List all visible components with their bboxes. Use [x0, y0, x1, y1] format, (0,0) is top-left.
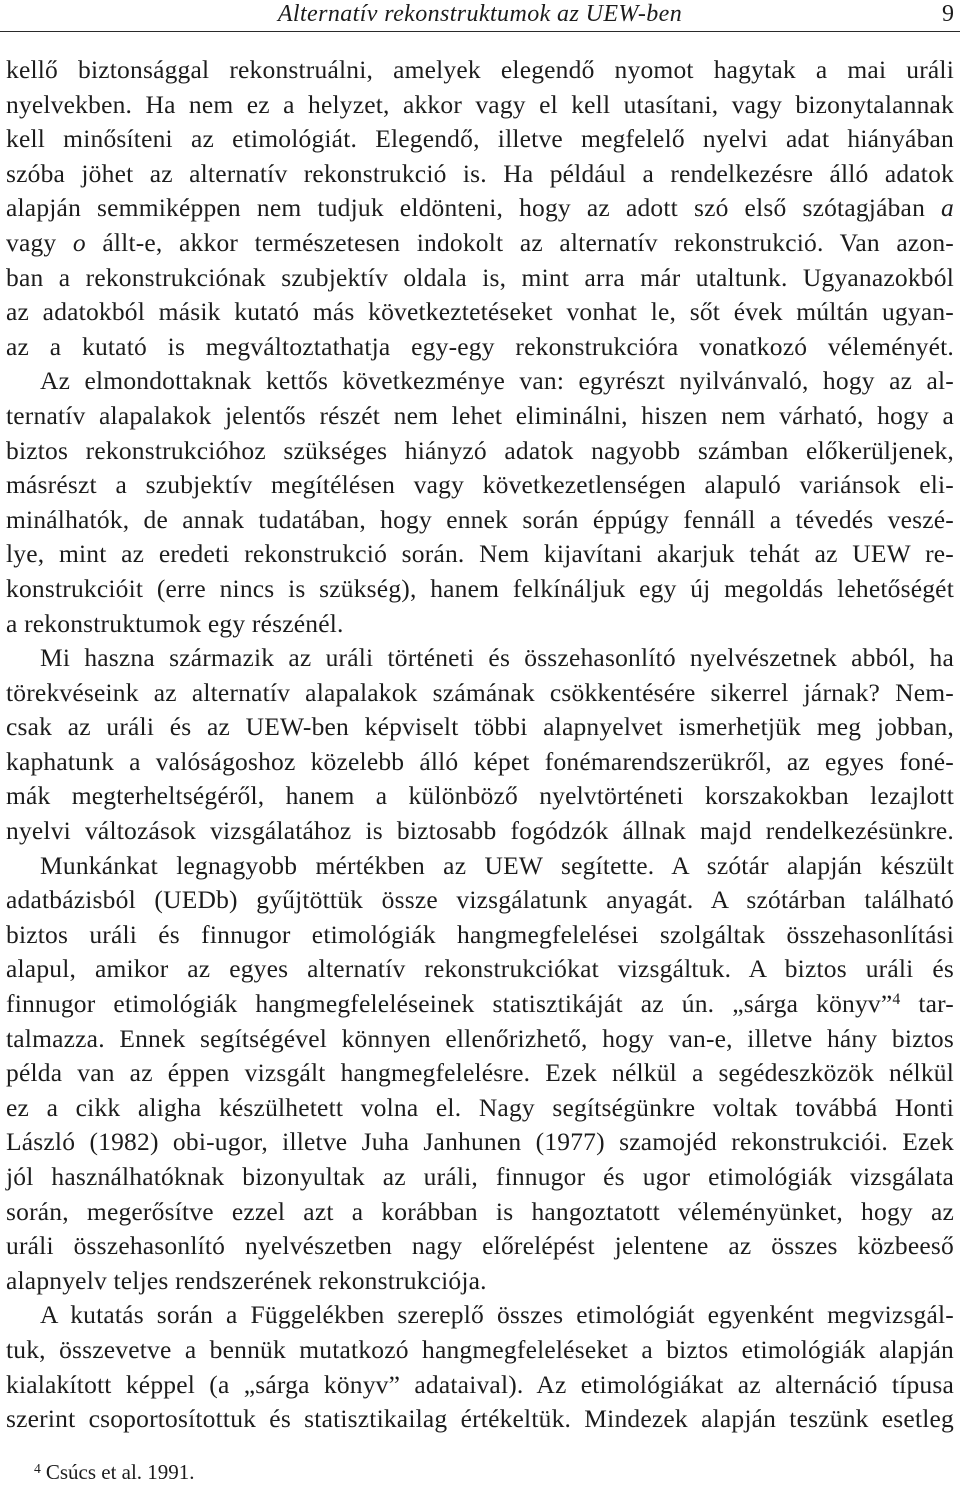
footnote — [34, 1458, 195, 1489]
text-line: kaphatunk a valóságoshoz közelebb álló képet fonémarendszerükről, az egyes foné- — [6, 746, 954, 776]
italic-vowel: o — [72, 227, 86, 257]
footnote-marker: 4 — [34, 1460, 41, 1476]
text-line: ternatív alapalakok jelentős részét nem lehet eliminálni, hiszen nem várható, hogy a — [6, 400, 954, 430]
footnote-text: Csúcs et al. 1991. — [45, 1460, 195, 1484]
text-segment: tar- — [900, 989, 954, 1019]
text-line: minálhatók, de annak tudatában, hogy ennek során éppúgy fennáll a tévedés veszé- — [6, 504, 954, 534]
page-header — [0, 0, 960, 31]
text-line: jól használhatóknak bizonyultak az uráli, finnugor és ugor etimológiák vizsgálata — [6, 1162, 954, 1191]
text-line: konstrukcióit (erre nincs is szükség), hanem felkínáljuk egy új megoldás lehetőségét — [6, 573, 954, 603]
text-line: ez a cikk aligha készülhetett volna el. Nagy segítségünkre voltak továbbá Honti — [6, 1092, 954, 1122]
text-line: példa van az éppen vizsgált hangmegfelelésre. Ezek nélkül a segédeszközök nélkül — [6, 1058, 954, 1088]
text-line: Az elmondottaknak kettős következménye van: egyrészt nyilvánvaló, hogy az al- — [40, 366, 954, 396]
text-line: csak az uráli és az UEW-ben képviselt többi alapnyelvet ismerhetjük meg jobban, — [6, 712, 954, 742]
text-line: tuk, összevetve a bennük mutatkozó hangmegfeleléseket a biztos etimológiák alapján — [6, 1334, 954, 1364]
footnote-reference: 4 — [892, 991, 901, 1009]
paragraph — [6, 53, 954, 364]
text-line: kellő biztonsággal rekonstruálni, amelyek elegendő nyomot hagytak a mai uráli — [6, 55, 954, 84]
text-line: kell minősíteni az etimológiát. Elegendő, illetve megfelelő nyelvi adat hiányában — [6, 124, 954, 154]
text-segment: vagy — [6, 227, 73, 257]
text-line: biztos uráli és finnugor etimológiák hangmegfelelései szolgáltak összehasonlítási — [6, 919, 954, 949]
text-line: adatbázisból (UEDb) gyűjtöttük össze vizsgálatunk anyagát. A szótárban található — [6, 885, 954, 915]
text-line: törekvéseink az alternatív alapalakok számának csökkentésére sikerrel járnak? Nem- — [6, 677, 954, 707]
text-line: lye, mint az eredeti rekonstrukció során. Nem kijavítani akarjuk tehát az UEW re- — [6, 539, 954, 569]
text-line: Munkánkat legnagyobb mértékben az UEW segítette. A szótár alapján készült — [40, 850, 954, 880]
text-line: szóba jöhet az alternatív rekonstrukció is. Ha például a rendelkezésre álló adatok — [6, 158, 954, 188]
text-line: másrészt a szubjektív megítélésen vagy következetlenségen alapuló variánsok eli- — [6, 470, 954, 500]
text-segment: alapján semmiképpen nem tudjuk eldönteni, hogy az adott szó első szótagjában — [6, 193, 942, 223]
text-line: A kutatás során a Függelékben szereplő összes etimológiát egyenként megvizsgál- — [40, 1300, 954, 1330]
text-line: uráli összehasonlító nyelvészetben nagy előrelépést jelentene az összes közbeeső — [6, 1231, 954, 1261]
text-segment: állt-e, akkor természetesen indokolt az alternatív rekonstrukció. Van azon- — [85, 227, 954, 257]
text-line: alapul, amikor az egyes alternatív rekonstrukciókat vizsgáltuk. A biztos uráli és — [6, 954, 954, 984]
text-line: szerint csoportosítottuk és statisztikailag értékeltük. Mindezek alapján teszünk esetleg — [6, 1404, 954, 1434]
body-text — [6, 53, 954, 1437]
text-line: Mi haszna származik az uráli történeti és összehasonlító nyelvészetnek abból, ha — [40, 643, 954, 673]
text-line: biztos rekonstrukcióhoz szükséges hiányzó adatok nagyobb számban előkerüljenek, — [6, 435, 954, 465]
header-rule — [0, 31, 960, 32]
text-line: nyelvekben. Ha nem ez a helyzet, akkor vagy el kell utasítani, vagy bizonytalannak — [6, 89, 954, 119]
text-line: nyelvi változások vizsgálatához is biztosabb fogódzók állnak majd rendelkezésünkre. — [6, 816, 954, 846]
page-number: 9 — [942, 1, 954, 27]
text-line: a rekonstruktumok egy részénél. — [6, 608, 344, 638]
paragraph — [6, 1298, 954, 1436]
paragraph — [6, 641, 954, 849]
text-line: László (1982) obi-ugor, illetve Juha Janhunen (1977) szamojéd rekonstrukciói. Ezek — [6, 1127, 954, 1157]
text-line — [6, 226, 954, 261]
text-line — [6, 987, 954, 1022]
text-line: során, megerősítve ezzel azt a korábban is hangoztatott véleményünket, hogy az — [6, 1196, 954, 1226]
text-line: alapnyelv teljes rendszerének rekonstrukciója. — [6, 1265, 487, 1295]
text-line: talmazza. Ennek segítségével könnyen ellenőrizhető, hogy van-e, illetve hány biztos — [6, 1023, 954, 1053]
text-line: mák megterheltségéről, hanem a különböző nyelvtörténeti korszakokban lezajlott — [6, 781, 954, 811]
text-line: kialakított képpel (a „sárga könyv” adataival). Az etimológiákat az alternáció típusa — [6, 1369, 954, 1399]
paragraph — [6, 849, 954, 1299]
italic-vowel: a — [941, 193, 954, 223]
text-line: az a kutató is megváltoztathatja egy-egy rekonstrukcióra vonatkozó véleményét. — [6, 331, 954, 361]
text-line: az adatokból másik kutató más következtetéseket vonhat le, sőt évek múltán ugyan- — [6, 297, 954, 327]
text-line — [6, 191, 954, 226]
text-line: ban a rekonstrukciónak szubjektív oldala is, mint arra már utaltunk. Ugyanazokból — [6, 262, 954, 292]
text-segment: finnugor etimológiák hangmegfeleléseinek statisztikáját az ún. „sárga könyv” — [6, 989, 893, 1019]
running-title: Alternatív rekonstruktumok az UEW-ben — [277, 1, 683, 27]
paragraph — [6, 364, 954, 641]
